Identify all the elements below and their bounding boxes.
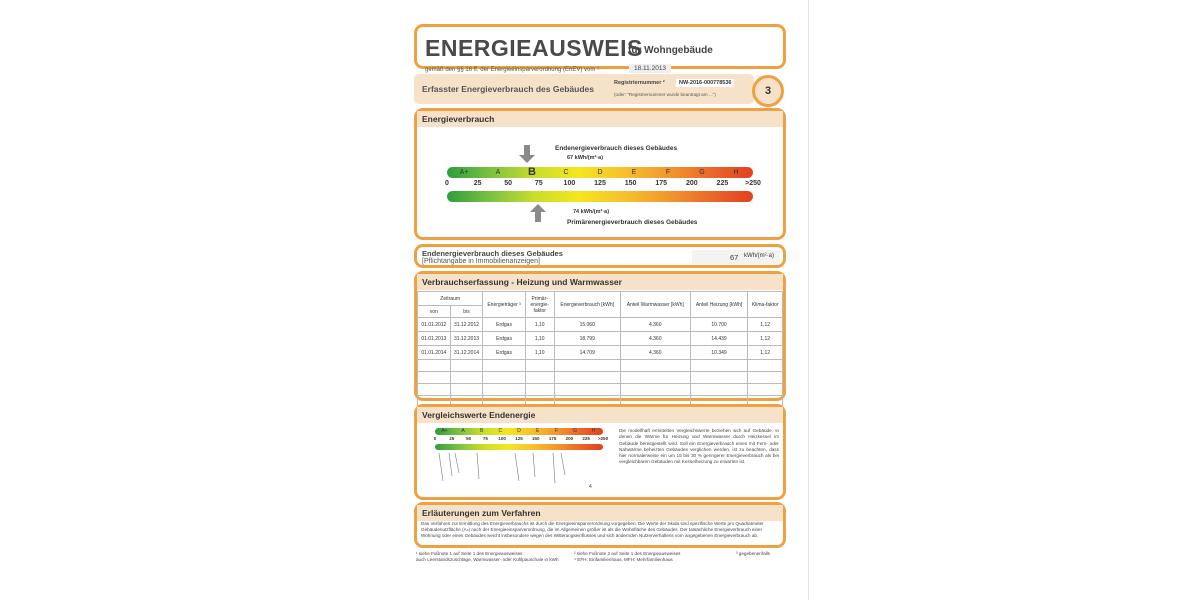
registry-label: Registriernummer ² [614, 80, 665, 86]
page-number-badge [752, 75, 784, 107]
col-primaerenergiefaktor: Primär-energie-faktor [525, 292, 554, 318]
energy-tick-6: 150 [624, 180, 637, 187]
consumption-table-box [414, 271, 786, 401]
cell-bis: 31.12.2012 [450, 318, 483, 332]
table-row-empty [418, 360, 783, 372]
comparison-scale-ticks [433, 436, 609, 443]
col-von: von [418, 306, 451, 318]
mandatory-label: Endenergieverbrauch dieses Gebäudes [422, 249, 563, 258]
comparison-tick-2: 50 [466, 436, 472, 441]
cell-verbrauch: 18.799 [554, 332, 620, 346]
energy-tick-4: 100 [563, 180, 576, 187]
energy-class-8: H [733, 169, 739, 176]
law-reference: gemäß den §§ 16 ff. der Energieeinsparverordnung (EnEV) vom ¹ [425, 67, 599, 73]
primary-energy-value: 74 kWh/(m²·a) [573, 209, 610, 215]
col-bis: bis [450, 306, 483, 318]
law-date: 18.11.2013 [629, 64, 671, 73]
cell-ww: 4.360 [620, 318, 690, 332]
consumption-table [417, 291, 783, 408]
cell-heizung: 14.439 [690, 332, 748, 346]
cell-von: 01.01.2012 [418, 318, 451, 332]
comparison-class-1: A [461, 428, 465, 434]
energy-tick-9: 225 [716, 180, 729, 187]
comparison-tick-10: >250 [597, 436, 609, 441]
end-energy-value: 67 kWh/(m²·a) [567, 155, 604, 161]
energy-tick-7: 175 [655, 180, 668, 187]
energy-tick-2: 50 [504, 180, 513, 187]
energy-tick-3: 75 [534, 180, 543, 187]
energy-tick-10: >250 [745, 180, 761, 187]
cell-klima: 1,12 [748, 318, 783, 332]
primary-energy-label: Primärenergieverbrauch dieses Gebäudes [567, 219, 698, 226]
certificate-title: ENERGIEAUSWEIS [425, 35, 643, 61]
cell-klima: 1,12 [748, 346, 783, 360]
mandatory-value: 67 [730, 253, 739, 262]
consumption-header-box [414, 74, 754, 104]
comparison-class-8: H [591, 428, 596, 434]
comparison-tick-9: 225 [582, 436, 590, 441]
footnote-2: ² siehe Fußnote 2 auf Seite 1 des Energieausweises [574, 551, 681, 556]
cell-verbrauch: 15.060 [554, 318, 620, 332]
cell-ww: 4.360 [620, 346, 690, 360]
table-row-empty [418, 384, 783, 396]
comparison-box [414, 404, 786, 500]
comparison-building-labels [435, 451, 615, 491]
table-row [418, 346, 783, 360]
comparison-class-scale [435, 428, 603, 435]
table-row [418, 332, 783, 346]
page-divider [808, 0, 809, 600]
mandatory-unit: kWh/(m²·a) [744, 253, 774, 259]
registry-number: NW-2016-000778536 [676, 79, 734, 87]
comparison-class-3: C [498, 428, 503, 434]
explanation-heading: Erläuterungen zum Verfahren [417, 505, 783, 521]
title-box [414, 24, 786, 73]
comparison-lower-bar [435, 444, 603, 450]
cell-traeger: Erdgas [483, 332, 525, 346]
comparison-tick-0: 0 [433, 436, 437, 441]
mandatory-value-field [692, 250, 780, 264]
cell-von: 01.01.2013 [418, 332, 451, 346]
cell-heizung: 10.700 [690, 318, 748, 332]
comparison-class-6: F [554, 428, 558, 434]
comparison-tick-8: 200 [565, 436, 574, 441]
footnote-3: ³ gegebenenfalls [736, 551, 770, 556]
col-energieverbrauch: Energieverbrauch [kWh] [554, 292, 620, 318]
energy-tick-8: 200 [685, 180, 698, 187]
comparison-class-5: E [536, 428, 540, 434]
comparison-heading: Vergleichswerte Endenergie [417, 407, 783, 423]
footnote-4: ⁴ EFH: Einfamilienhaus, MFH: Mehrfamilienhaus [574, 557, 673, 562]
explanation-text: Das Verfahren zur Ermittlung des Energieverbrauchs ist durch die Energieeinsparverordnung vorgegeben. Die Werte der Skala sind spezifische Werte pro Quadratmeter Gebäudenutzfläche (Aₙ) nach der Energieeinsparverordnung, die im Allgemeinen größer ist als die Wohnfläche des Gebäudes. Der tatsächliche Energieverbrauch einer Wohnung oder eines Gebäudes weicht insbesondere wegen des Witterungseinflusses und sich ändernden Nutzerverhaltens vom angegebenen Energieverbrauch ab. [421, 521, 764, 538]
energy-class-1: A [495, 169, 501, 176]
energy-class-3: C [563, 169, 569, 176]
footnote-1b: auch Leerstandszuschläge, Warmwasser- oder Kühlpauschale in kWh [416, 557, 559, 562]
col-anteil-heizung: Anteil Heizung [kWh] [690, 292, 748, 318]
table-row-empty [418, 372, 783, 384]
cell-traeger: Erdgas [483, 318, 525, 332]
energy-class-4: D [597, 169, 603, 176]
comparison-tick-5: 125 [515, 436, 523, 441]
comparison-tick-6: 150 [532, 436, 540, 441]
energy-class-0: A+ [459, 169, 469, 176]
energy-class-6: F [665, 169, 671, 176]
energy-class-scale [447, 167, 753, 178]
cell-traeger: Erdgas [483, 346, 525, 360]
energy-tick-1: 25 [473, 180, 482, 187]
cell-faktor: 1,10 [525, 332, 554, 346]
energy-class-7: G [699, 169, 705, 176]
mandatory-value-box [414, 244, 786, 268]
energy-certificate-page [406, 14, 794, 584]
col-anteil-warmwasser: Anteil Warmwasser [kWh] [620, 292, 690, 318]
comparison-tick-3: 75 [482, 436, 488, 441]
cell-faktor: 1,10 [525, 346, 554, 360]
energy-tick-5: 125 [594, 180, 606, 187]
footnote-1: ¹ siehe Fußnote 1 auf Seite 1 des Energieausweises [416, 551, 523, 556]
cell-bis: 31.12.2014 [450, 346, 483, 360]
col-klimafaktor: Klima-faktor [748, 292, 783, 318]
page-number: 3 [764, 85, 772, 97]
cell-heizung: 10.349 [690, 346, 748, 360]
energy-class-5: E [631, 169, 637, 176]
comparison-class-4: D [517, 428, 521, 434]
comparison-tick-7: 175 [548, 436, 557, 441]
energy-consumption-heading: Energieverbrauch [417, 111, 783, 127]
explanation-box [414, 502, 786, 548]
cell-ww: 4.360 [620, 332, 690, 346]
table-row [418, 318, 783, 332]
energy-tick-0: 0 [445, 180, 449, 187]
comparison-text: Die modellhaft ermittelten Vergleichswerte beziehen sich auf Gebäude, in denen die Wärme für Heizung und Warmwasser durch Heizkessel im Gebäude bereitgestellt wird. Soll ein Energieverbrauch eines mit Fern- oder Nahwärme beheizten Gebäudes verglichen werden, ist zu beachten, dass hier normalerweise ein um 15 bis 30 % geringerer Energieverbrauch als bei vergleichbaren Gebäuden mit Kesselheizung zu erwarten ist. [619, 428, 779, 465]
consumption-table-heading: Verbrauchserfassung - Heizung und Warmwasser [417, 274, 783, 290]
certificate-subtitle: für Wohngebäude [628, 45, 713, 56]
consumption-header-label: Erfasster Energieverbrauch des Gebäudes [422, 84, 594, 94]
cell-faktor: 1,10 [525, 318, 554, 332]
energy-scale-ticks [445, 180, 761, 190]
energy-scale-lower-bar [447, 191, 753, 202]
cell-von: 01.01.2014 [418, 346, 451, 360]
registry-note: (oder: "Registriernummer wurde beantragt am ...") [614, 92, 716, 97]
comparison-tick-1: 25 [449, 436, 455, 441]
comparison-class-7: G [573, 428, 577, 434]
col-zeitraum: Zeitraum [418, 292, 483, 306]
cell-verbrauch: 14.709 [554, 346, 620, 360]
comparison-tick-4: 100 [498, 436, 506, 441]
consumption-table-body [418, 318, 783, 408]
energy-consumption-box [414, 108, 786, 240]
comparison-class-2: B [480, 428, 484, 434]
comparison-class-0: A+ [441, 428, 448, 434]
comparison-footnote-mark: 4 [589, 484, 592, 490]
energy-class-2: B [528, 167, 536, 178]
col-energietraeger: Energieträger ³ [483, 292, 525, 318]
cell-klima: 1,12 [748, 332, 783, 346]
end-energy-label: Endenergieverbrauch dieses Gebäudes [555, 145, 678, 152]
cell-bis: 31.12.2013 [450, 332, 483, 346]
mandatory-sublabel: [Pflichtangabe in Immobilienanzeigen] [422, 258, 540, 265]
